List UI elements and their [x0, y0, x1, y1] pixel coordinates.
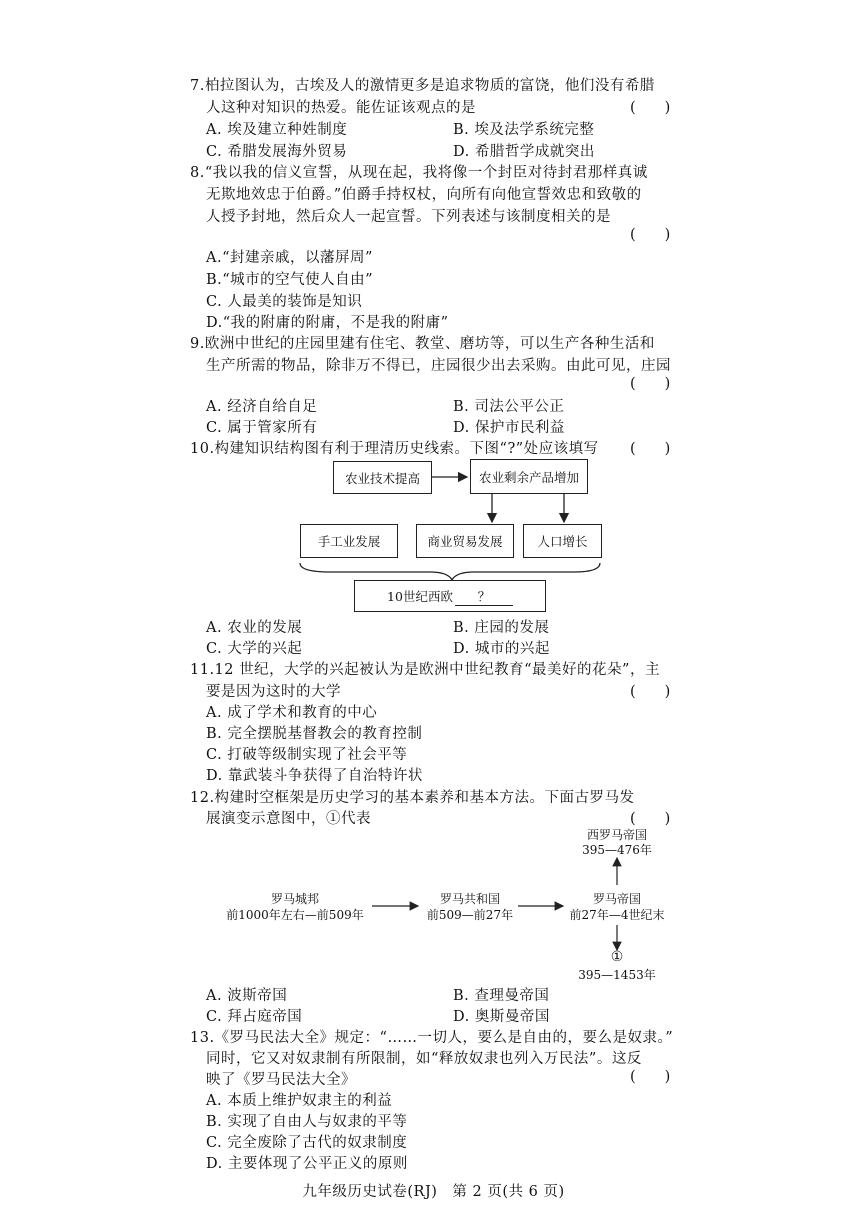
q7-answer-paren: ( ) [630, 100, 671, 116]
q10-answer-paren: ( ) [630, 441, 671, 457]
q13-stem-line2: 同时，它又对奴隶制有所限制，如“释放奴隶也列入万民法”。这反 [206, 1051, 642, 1067]
q7-stem-line2: 人这种对知识的热爱。能佐证该观点的是 [206, 100, 476, 116]
q9-stem-line1: 9.欧洲中世纪的庄园里建有住宅、教堂、磨坊等，可以生产各种生活和 [190, 336, 655, 352]
q13-answer-paren: ( ) [630, 1069, 671, 1085]
q12-stem-line2: 展演变示意图中，①代表 [206, 811, 371, 827]
q12-stem-line1: 12.构建时空框架是历史学习的基本素养和基本方法。下面古罗马发 [190, 790, 635, 806]
q8-option-c: C. 人最美的装饰是知识 [206, 294, 363, 310]
page-footer: 九年级历史试卷(RJ) 第 2 页(共 6 页) [302, 1184, 565, 1200]
q13-option-b: B. 实现了自由人与奴隶的平等 [206, 1114, 408, 1130]
q12-empire-date: 前27年—4世纪末 [569, 908, 665, 922]
q9-option-a: A. 经济自给自足 [206, 399, 318, 415]
q10-box-result-label: 10世纪西欧 [387, 589, 453, 604]
q8-stem-line2: 无欺地效忠于伯爵。”伯爵手持权杖，向所有向他宣誓效忠和致敬的 [206, 187, 642, 203]
q9-answer-paren: ( ) [630, 376, 671, 392]
q10-blank: ？ [455, 587, 513, 606]
q12-option-c: C. 拜占庭帝国 [206, 1009, 303, 1025]
q8-answer-paren: ( ) [630, 227, 671, 243]
q7-stem-line1: 7.柏拉图认为，古埃及人的激情更多是追求物质的富饶，他们没有希腊 [190, 78, 655, 94]
q12-circle-one: ① [610, 949, 624, 965]
q11-option-b: B. 完全摆脱基督教会的教育控制 [206, 726, 423, 742]
q12-city-state-name: 罗马城邦 [270, 892, 319, 906]
q11-option-d: D. 靠武装斗争获得了自治特许状 [206, 768, 423, 784]
q11-answer-paren: ( ) [630, 684, 671, 700]
q12-option-a: A. 波斯帝国 [206, 988, 288, 1004]
q10-option-d: D. 城市的兴起 [453, 641, 550, 657]
q12-east-date: 395—1453年 [578, 968, 656, 982]
q9-option-d: D. 保护市民利益 [453, 420, 565, 436]
q8-stem-line1: 8.“我以我的信义宣誓，从现在起，我将像一个封臣对待封君那样真诚 [190, 165, 648, 181]
q11-stem-line1: 11.12 世纪，大学的兴起被认为是欧洲中世纪教育“最美好的花朵”，主 [190, 662, 660, 678]
q13-option-d: D. 主要体现了公平正义的原则 [206, 1156, 408, 1172]
q10-option-a: A. 农业的发展 [206, 620, 303, 636]
q13-stem-line1: 13.《罗马民法大全》规定：“……一切人，要么是自由的，要么是奴隶。” [190, 1030, 674, 1046]
q12-empire-name: 罗马帝国 [592, 892, 641, 906]
q12-option-d: D. 奥斯曼帝国 [453, 1009, 550, 1025]
q12-west-rome-date: 395—476年 [582, 843, 652, 857]
q8-stem-line3: 人授予封地，然后众人一起宣誓。下列表述与该制度相关的是 [206, 209, 611, 225]
q12-west-rome-name: 西罗马帝国 [586, 828, 647, 842]
q12-option-b: B. 查理曼帝国 [453, 988, 550, 1004]
q12-republic-date: 前509—前27年 [426, 908, 514, 922]
q11-stem-line2: 要是因为这时的大学 [206, 684, 341, 700]
q7-option-b: B. 埃及法学系统完整 [453, 122, 595, 138]
q8-option-d: D.“我的附庸的附庸，不是我的附庸” [206, 315, 449, 331]
q10-box-population: 人口增长 [523, 524, 602, 558]
q7-option-a: A. 埃及建立种姓制度 [206, 122, 348, 138]
q10-option-b: B. 庄园的发展 [453, 620, 550, 636]
q8-option-a: A.“封建亲戚，以藩屏周” [206, 250, 373, 266]
q11-option-a: A. 成了学术和教育的中心 [206, 705, 378, 721]
q10-box-handicraft: 手工业发展 [300, 524, 398, 558]
q9-option-b: B. 司法公平公正 [453, 399, 565, 415]
q10-box-commerce: 商业贸易发展 [416, 524, 514, 558]
q10-option-c: C. 大学的兴起 [206, 641, 303, 657]
q13-option-a: A. 本质上维护奴隶主的利益 [206, 1093, 393, 1109]
q12-answer-paren: ( ) [630, 811, 671, 827]
q7-option-d: D. 希腊哲学成就突出 [453, 144, 595, 160]
q8-option-b: B.“城市的空气使人自由” [206, 272, 374, 288]
q7-option-c: C. 希腊发展海外贸易 [206, 144, 348, 160]
q10-box-agri-surplus: 农业剩余产品增加 [470, 459, 588, 494]
q12-republic-name: 罗马共和国 [439, 892, 500, 906]
q12-city-state-date: 前1000年左右—前509年 [226, 908, 364, 922]
q9-option-c: C. 属于管家所有 [206, 420, 318, 436]
q11-option-c: C. 打破等级制实现了社会平等 [206, 747, 408, 763]
q10-box-agri-tech: 农业技术提高 [333, 461, 432, 494]
q10-stem-line1: 10.构建知识结构图有利于理清历史线索。下图“?”处应该填写 [190, 441, 599, 457]
q13-stem-line3: 映了《罗马民法大全》 [206, 1072, 356, 1088]
q13-option-c: C. 完全废除了古代的奴隶制度 [206, 1135, 408, 1151]
q9-stem-line2: 生产所需的物品，除非万不得已，庄园很少出去采购。由此可见，庄园 [206, 358, 671, 374]
